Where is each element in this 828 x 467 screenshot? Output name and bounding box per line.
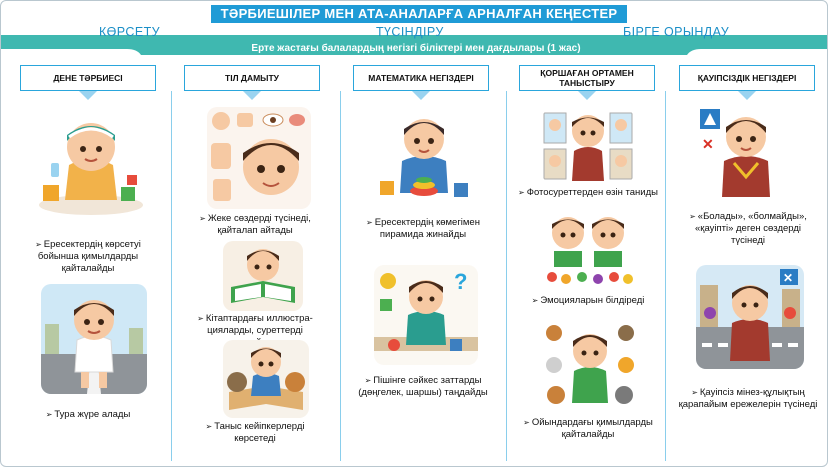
column-header: ТІЛ ДАМЫТУ bbox=[184, 65, 320, 91]
down-arrow-icon bbox=[412, 91, 430, 100]
list-item: ➢ Ойындардағы қимылдарды қайталайды bbox=[523, 417, 653, 440]
list-item: ➢ Эмоцияларын білдіреді bbox=[531, 295, 645, 306]
list-item: ➢ Қауіпсіз мінез-құлықтың қарапайым ережелерін түсінеді bbox=[678, 387, 818, 410]
toddler-with-toys-icon bbox=[29, 105, 147, 217]
boy-stacking-pyramid-icon bbox=[376, 109, 472, 207]
list-item: ➢ Таныс кейіпкерлерді көрсетеді bbox=[205, 421, 305, 444]
boy-photos-icon bbox=[542, 109, 634, 183]
svg-text:✕: ✕ bbox=[702, 136, 714, 152]
list-item: ➢ Жеке сөздерді түсінеді, қайталап айтады bbox=[199, 213, 311, 236]
down-arrow-icon bbox=[243, 91, 261, 100]
down-arrow-icon bbox=[738, 91, 756, 100]
column-header: ДЕНЕ ТӘРБИЕСІ bbox=[20, 65, 156, 91]
boy-street-crossing-icon bbox=[696, 265, 804, 369]
arrow-bullet-icon: ➢ bbox=[691, 388, 698, 397]
column-header: МАТЕМАТИКА НЕГІЗДЕРІ bbox=[353, 65, 489, 91]
boy-with-animals-icon bbox=[542, 321, 638, 409]
arrow-bullet-icon: ➢ bbox=[518, 188, 525, 197]
list-item: ➢ «Болады», «болмайды», «қауіпті» деген сөздерді түсінеді bbox=[689, 211, 807, 246]
column-environment bbox=[508, 65, 666, 461]
down-arrow-icon bbox=[79, 91, 97, 100]
column-speech bbox=[173, 65, 331, 461]
column-safety bbox=[668, 65, 826, 461]
arrow-bullet-icon: ➢ bbox=[366, 218, 373, 227]
column-divider bbox=[171, 91, 172, 461]
arrow-bullet-icon: ➢ bbox=[197, 314, 204, 323]
arrow-bullet-icon: ➢ bbox=[35, 240, 42, 249]
arrow-bullet-icon: ➢ bbox=[523, 418, 530, 427]
column-header: ҚАУІПСІЗДІК НЕГІЗДЕРІ bbox=[679, 65, 815, 91]
page-title: ТӘРБИЕШІЛЕР МЕН АТА-АНАЛАРҒА АРНАЛҒАН КЕҢЕСТЕР bbox=[211, 5, 627, 23]
body-parts-chart-icon bbox=[207, 107, 311, 209]
list-item: ➢ Пішінге сәйкес заттарды (дөңгелек, шаршы) таңдайды bbox=[358, 375, 488, 398]
list-item: ➢ Тура жүре алады bbox=[45, 409, 131, 420]
boy-traffic-sign-icon bbox=[696, 105, 788, 201]
list-item: ➢ Ересектердің көрсетуі бойынша қимылдарды қайталайды bbox=[35, 239, 141, 274]
list-item: ➢ Кітаптардағы иллюстра-цияларды, суреттерді bbox=[197, 313, 313, 336]
svg-text:✕: ✕ bbox=[783, 271, 794, 285]
column-divider bbox=[340, 91, 341, 461]
arrow-bullet-icon: ➢ bbox=[199, 214, 206, 223]
boy-sorting-shapes-icon bbox=[374, 265, 478, 365]
arrow-bullet-icon: ➢ bbox=[364, 376, 372, 385]
column-header: ҚОРШАҒАН ОРТАМЕН ТАНЫСТЫРУ bbox=[519, 65, 655, 91]
subtitle-explain: ТҮСІНДІРУ bbox=[376, 25, 444, 39]
column-physical bbox=[9, 65, 167, 461]
down-arrow-icon bbox=[578, 91, 596, 100]
list-item: ➢ Ересектердің көмегімен пирамида жинайды bbox=[366, 217, 480, 240]
list-item: ➢ Фотосуреттерден өзін таниды bbox=[518, 187, 658, 198]
arrow-bullet-icon: ➢ bbox=[205, 422, 213, 431]
age-banner-text: Ерте жастағы балалардың негізгі біліктері мен дағдылары (1 жас) bbox=[251, 43, 581, 54]
svg-text:?: ? bbox=[454, 269, 468, 294]
arrow-bullet-icon: ➢ bbox=[45, 410, 53, 419]
subtitle-together: БІРГЕ ОРЫНДАУ bbox=[623, 25, 730, 39]
boy-walking-road-icon bbox=[41, 284, 147, 394]
arrow-bullet-icon: ➢ bbox=[689, 212, 696, 221]
boy-reading-book-icon bbox=[223, 241, 303, 311]
column-math bbox=[342, 65, 500, 461]
arrow-bullet-icon: ➢ bbox=[531, 296, 539, 305]
two-boys-emotions-icon bbox=[542, 207, 634, 287]
subtitle-show: КӨРСЕТУ bbox=[99, 25, 160, 39]
boy-with-animal-book-icon bbox=[223, 340, 309, 418]
column-divider bbox=[506, 91, 507, 461]
